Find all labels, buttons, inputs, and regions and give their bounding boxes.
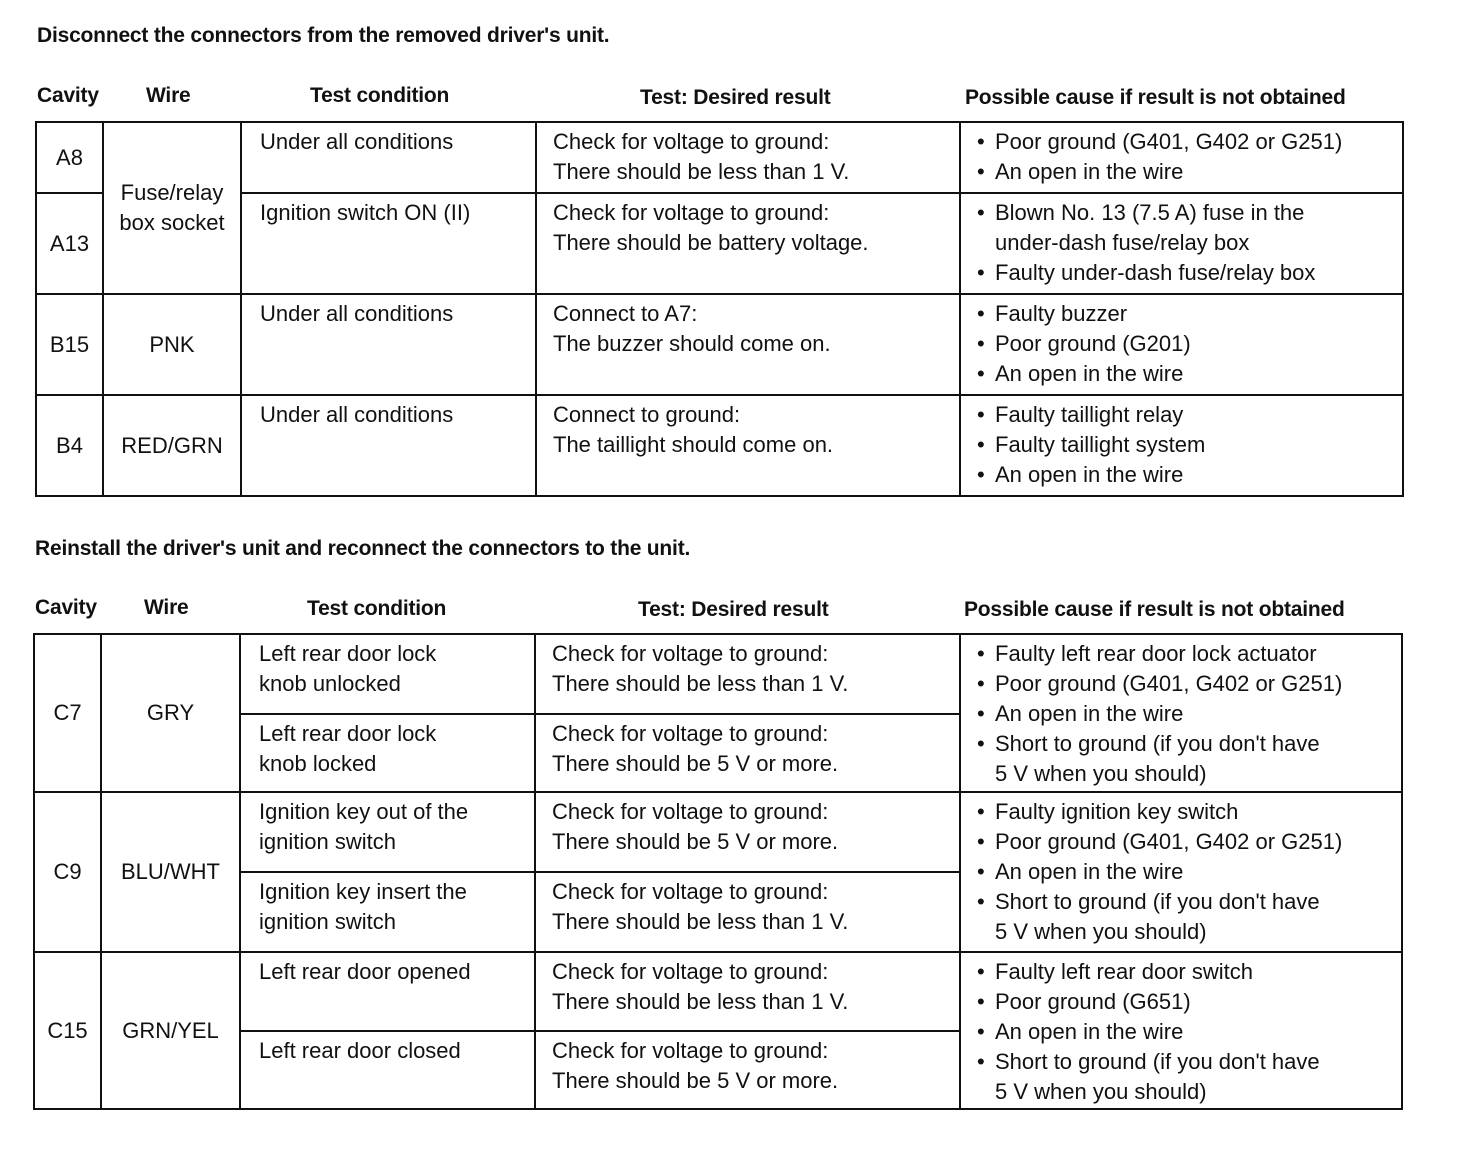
cause-line: Faulty taillight relay: [995, 402, 1184, 427]
result-cell: [536, 122, 960, 193]
cause-line: Short to ground (if you don't have: [995, 731, 1320, 756]
condition-line: Ignition key insert the: [259, 879, 467, 904]
cause-item: [977, 827, 1401, 857]
condition-cell: [241, 122, 536, 193]
cause-item: [977, 797, 1401, 827]
column-header-cavity: Cavity: [35, 596, 97, 619]
column-header-cavity: Cavity: [37, 84, 99, 107]
condition-line: Under all conditions: [260, 301, 454, 326]
cause-line: Faulty under-dash fuse/relay box: [995, 260, 1316, 285]
result-cell: [536, 294, 960, 395]
cause-item: [977, 1047, 1401, 1107]
cause-cell: [960, 122, 1403, 193]
wire-cell: GRN/YEL: [101, 952, 240, 1109]
condition-cell: [241, 294, 536, 395]
column-header-possible-cause: Possible cause if result is not obtained: [965, 86, 1346, 109]
result-line: There should be 5 V or more.: [552, 829, 839, 854]
cavity-cell: B4: [36, 395, 103, 496]
result-line: Check for voltage to ground:: [552, 959, 829, 984]
result-line: Check for voltage to ground:: [552, 879, 829, 904]
result-line: Check for voltage to ground:: [552, 641, 829, 666]
cavity-cell: C9: [34, 792, 101, 952]
table-row: [36, 294, 1403, 395]
result-line: There should be 5 V or more.: [552, 1068, 839, 1093]
cause-line: An open in the wire: [995, 159, 1184, 184]
bullet-icon: •: [977, 331, 985, 356]
cause-item: [977, 987, 1401, 1017]
result-line: Check for voltage to ground:: [552, 799, 829, 824]
wire-cell: RED/GRN: [103, 395, 241, 496]
column-header-wire: Wire: [146, 84, 191, 107]
bullet-icon: •: [977, 731, 985, 756]
cause-line: Faulty left rear door lock actuator: [995, 641, 1317, 666]
table-row: [36, 193, 1403, 294]
column-header-desired-result: Test: Desired result: [638, 598, 829, 621]
cause-line: Poor ground (G401, G402 or G251): [995, 829, 1343, 854]
cause-item: [977, 157, 1402, 187]
condition-line: ignition switch: [259, 909, 396, 934]
result-line: Check for voltage to ground:: [552, 721, 829, 746]
condition-cell: [240, 792, 535, 872]
bullet-icon: •: [977, 361, 985, 386]
condition-cell: [241, 395, 536, 496]
cause-item: [977, 857, 1401, 887]
result-cell: [535, 792, 960, 872]
cause-line: under-dash fuse/relay box: [995, 230, 1250, 255]
cause-line: Poor ground (G201): [995, 331, 1191, 356]
cause-line: An open in the wire: [995, 701, 1184, 726]
result-cell: [535, 1031, 960, 1109]
cause-line: An open in the wire: [995, 1019, 1184, 1044]
cause-item: [977, 1017, 1401, 1047]
wire-line: box socket: [119, 210, 225, 235]
cavity-cell: A13: [36, 193, 103, 294]
bullet-icon: •: [977, 462, 985, 487]
condition-cell: [241, 193, 536, 294]
cause-line: 5 V when you should): [995, 1079, 1207, 1104]
result-cell: [536, 193, 960, 294]
cavity-cell: C15: [34, 952, 101, 1109]
condition-cell: [240, 714, 535, 792]
wire-cell: GRY: [101, 634, 240, 792]
result-line: Connect to ground:: [553, 402, 741, 427]
table-row: [34, 952, 1402, 1031]
cavity-cell: B15: [36, 294, 103, 395]
bullet-icon: •: [977, 799, 985, 824]
wire-cell: PNK: [103, 294, 241, 395]
result-cell: [535, 634, 960, 714]
table-row: [36, 122, 1403, 193]
cause-cell: [960, 193, 1403, 294]
bullet-icon: •: [977, 859, 985, 884]
bullet-icon: •: [977, 1049, 985, 1074]
bullet-icon: •: [977, 260, 985, 285]
condition-line: Left rear door lock: [259, 721, 437, 746]
result-line: There should be battery voltage.: [553, 230, 869, 255]
condition-line: knob unlocked: [259, 671, 401, 696]
cause-line: Short to ground (if you don't have: [995, 889, 1320, 914]
wire-line: Fuse/relay: [120, 180, 224, 205]
result-line: There should be less than 1 V.: [552, 989, 849, 1014]
cause-item: [977, 198, 1402, 258]
result-line: There should be less than 1 V.: [553, 159, 850, 184]
bullet-icon: •: [977, 301, 985, 326]
test-table-disconnected: [35, 121, 1404, 497]
bullet-icon: •: [977, 959, 985, 984]
section-heading: Disconnect the connectors from the removed driver's unit.: [37, 24, 610, 47]
bullet-icon: •: [977, 829, 985, 854]
wire-cell: [103, 122, 241, 294]
column-header-desired-result: Test: Desired result: [640, 86, 831, 109]
condition-line: Left rear door lock: [259, 641, 437, 666]
condition-cell: [240, 952, 535, 1031]
cause-item: [977, 669, 1401, 699]
condition-line: Left rear door closed: [259, 1038, 461, 1063]
cause-line: Blown No. 13 (7.5 A) fuse in the: [995, 200, 1305, 225]
cause-cell: [960, 634, 1402, 792]
cause-line: Poor ground (G651): [995, 989, 1191, 1014]
condition-line: Under all conditions: [260, 402, 454, 427]
result-line: The buzzer should come on.: [553, 331, 831, 356]
result-line: There should be 5 V or more.: [552, 751, 839, 776]
cause-line: Faulty buzzer: [995, 301, 1128, 326]
cause-line: Faulty taillight system: [995, 432, 1206, 457]
cause-item: [977, 359, 1402, 389]
result-line: Connect to A7:: [553, 301, 698, 326]
cause-item: [977, 957, 1401, 987]
condition-cell: [240, 872, 535, 952]
cause-cell: [960, 294, 1403, 395]
cause-item: [977, 430, 1402, 460]
bullet-icon: •: [977, 129, 985, 154]
cavity-cell: A8: [36, 122, 103, 193]
condition-line: Left rear door opened: [259, 959, 471, 984]
cause-line: Poor ground (G401, G402 or G251): [995, 671, 1343, 696]
cause-item: [977, 460, 1402, 490]
test-table-reinstalled: [33, 633, 1403, 1110]
cause-line: Poor ground (G401, G402 or G251): [995, 129, 1343, 154]
column-header-test-condition: Test condition: [310, 84, 450, 107]
result-line: The taillight should come on.: [553, 432, 834, 457]
column-header-possible-cause: Possible cause if result is not obtained: [964, 598, 1345, 621]
result-line: Check for voltage to ground:: [553, 129, 830, 154]
result-line: There should be less than 1 V.: [552, 671, 849, 696]
condition-line: Ignition key out of the: [259, 799, 469, 824]
bullet-icon: •: [977, 159, 985, 184]
bullet-icon: •: [977, 1019, 985, 1044]
cause-line: Faulty ignition key switch: [995, 799, 1239, 824]
wire-cell: BLU/WHT: [101, 792, 240, 952]
result-cell: [535, 714, 960, 792]
cause-line: 5 V when you should): [995, 761, 1207, 786]
bullet-icon: •: [977, 402, 985, 427]
bullet-icon: •: [977, 200, 985, 225]
cause-item: [977, 400, 1402, 430]
bullet-icon: •: [977, 701, 985, 726]
result-cell: [535, 952, 960, 1031]
cause-item: [977, 887, 1401, 947]
cause-line: An open in the wire: [995, 361, 1184, 386]
result-cell: [536, 395, 960, 496]
bullet-icon: •: [977, 989, 985, 1014]
cause-cell: [960, 395, 1403, 496]
cause-line: Short to ground (if you don't have: [995, 1049, 1320, 1074]
result-line: Check for voltage to ground:: [552, 1038, 829, 1063]
condition-line: Ignition switch ON (II): [260, 200, 471, 225]
result-line: There should be less than 1 V.: [552, 909, 849, 934]
cause-item: [977, 639, 1401, 669]
cause-item: [977, 127, 1402, 157]
cause-cell: [960, 792, 1402, 952]
column-header-wire: Wire: [144, 596, 189, 619]
condition-line: knob locked: [259, 751, 377, 776]
condition-cell: [240, 1031, 535, 1109]
bullet-icon: •: [977, 432, 985, 457]
cause-item: [977, 329, 1402, 359]
cavity-cell: C7: [34, 634, 101, 792]
condition-line: Under all conditions: [260, 129, 454, 154]
condition-cell: [240, 634, 535, 714]
table-row: [34, 634, 1402, 714]
bullet-icon: •: [977, 671, 985, 696]
cause-item: [977, 699, 1401, 729]
cause-line: An open in the wire: [995, 462, 1184, 487]
table-row: [36, 395, 1403, 496]
cause-item: [977, 729, 1401, 789]
cause-line: An open in the wire: [995, 859, 1184, 884]
column-header-test-condition: Test condition: [307, 597, 447, 620]
table-row: [34, 792, 1402, 872]
bullet-icon: •: [977, 889, 985, 914]
cause-item: [977, 299, 1402, 329]
cause-line: 5 V when you should): [995, 919, 1207, 944]
bullet-icon: •: [977, 641, 985, 666]
result-cell: [535, 872, 960, 952]
condition-line: ignition switch: [259, 829, 396, 854]
cause-item: [977, 258, 1402, 288]
cause-cell: [960, 952, 1402, 1109]
result-line: Check for voltage to ground:: [553, 200, 830, 225]
section-heading: Reinstall the driver's unit and reconnect the connectors to the unit.: [35, 537, 691, 560]
cause-line: Faulty left rear door switch: [995, 959, 1253, 984]
